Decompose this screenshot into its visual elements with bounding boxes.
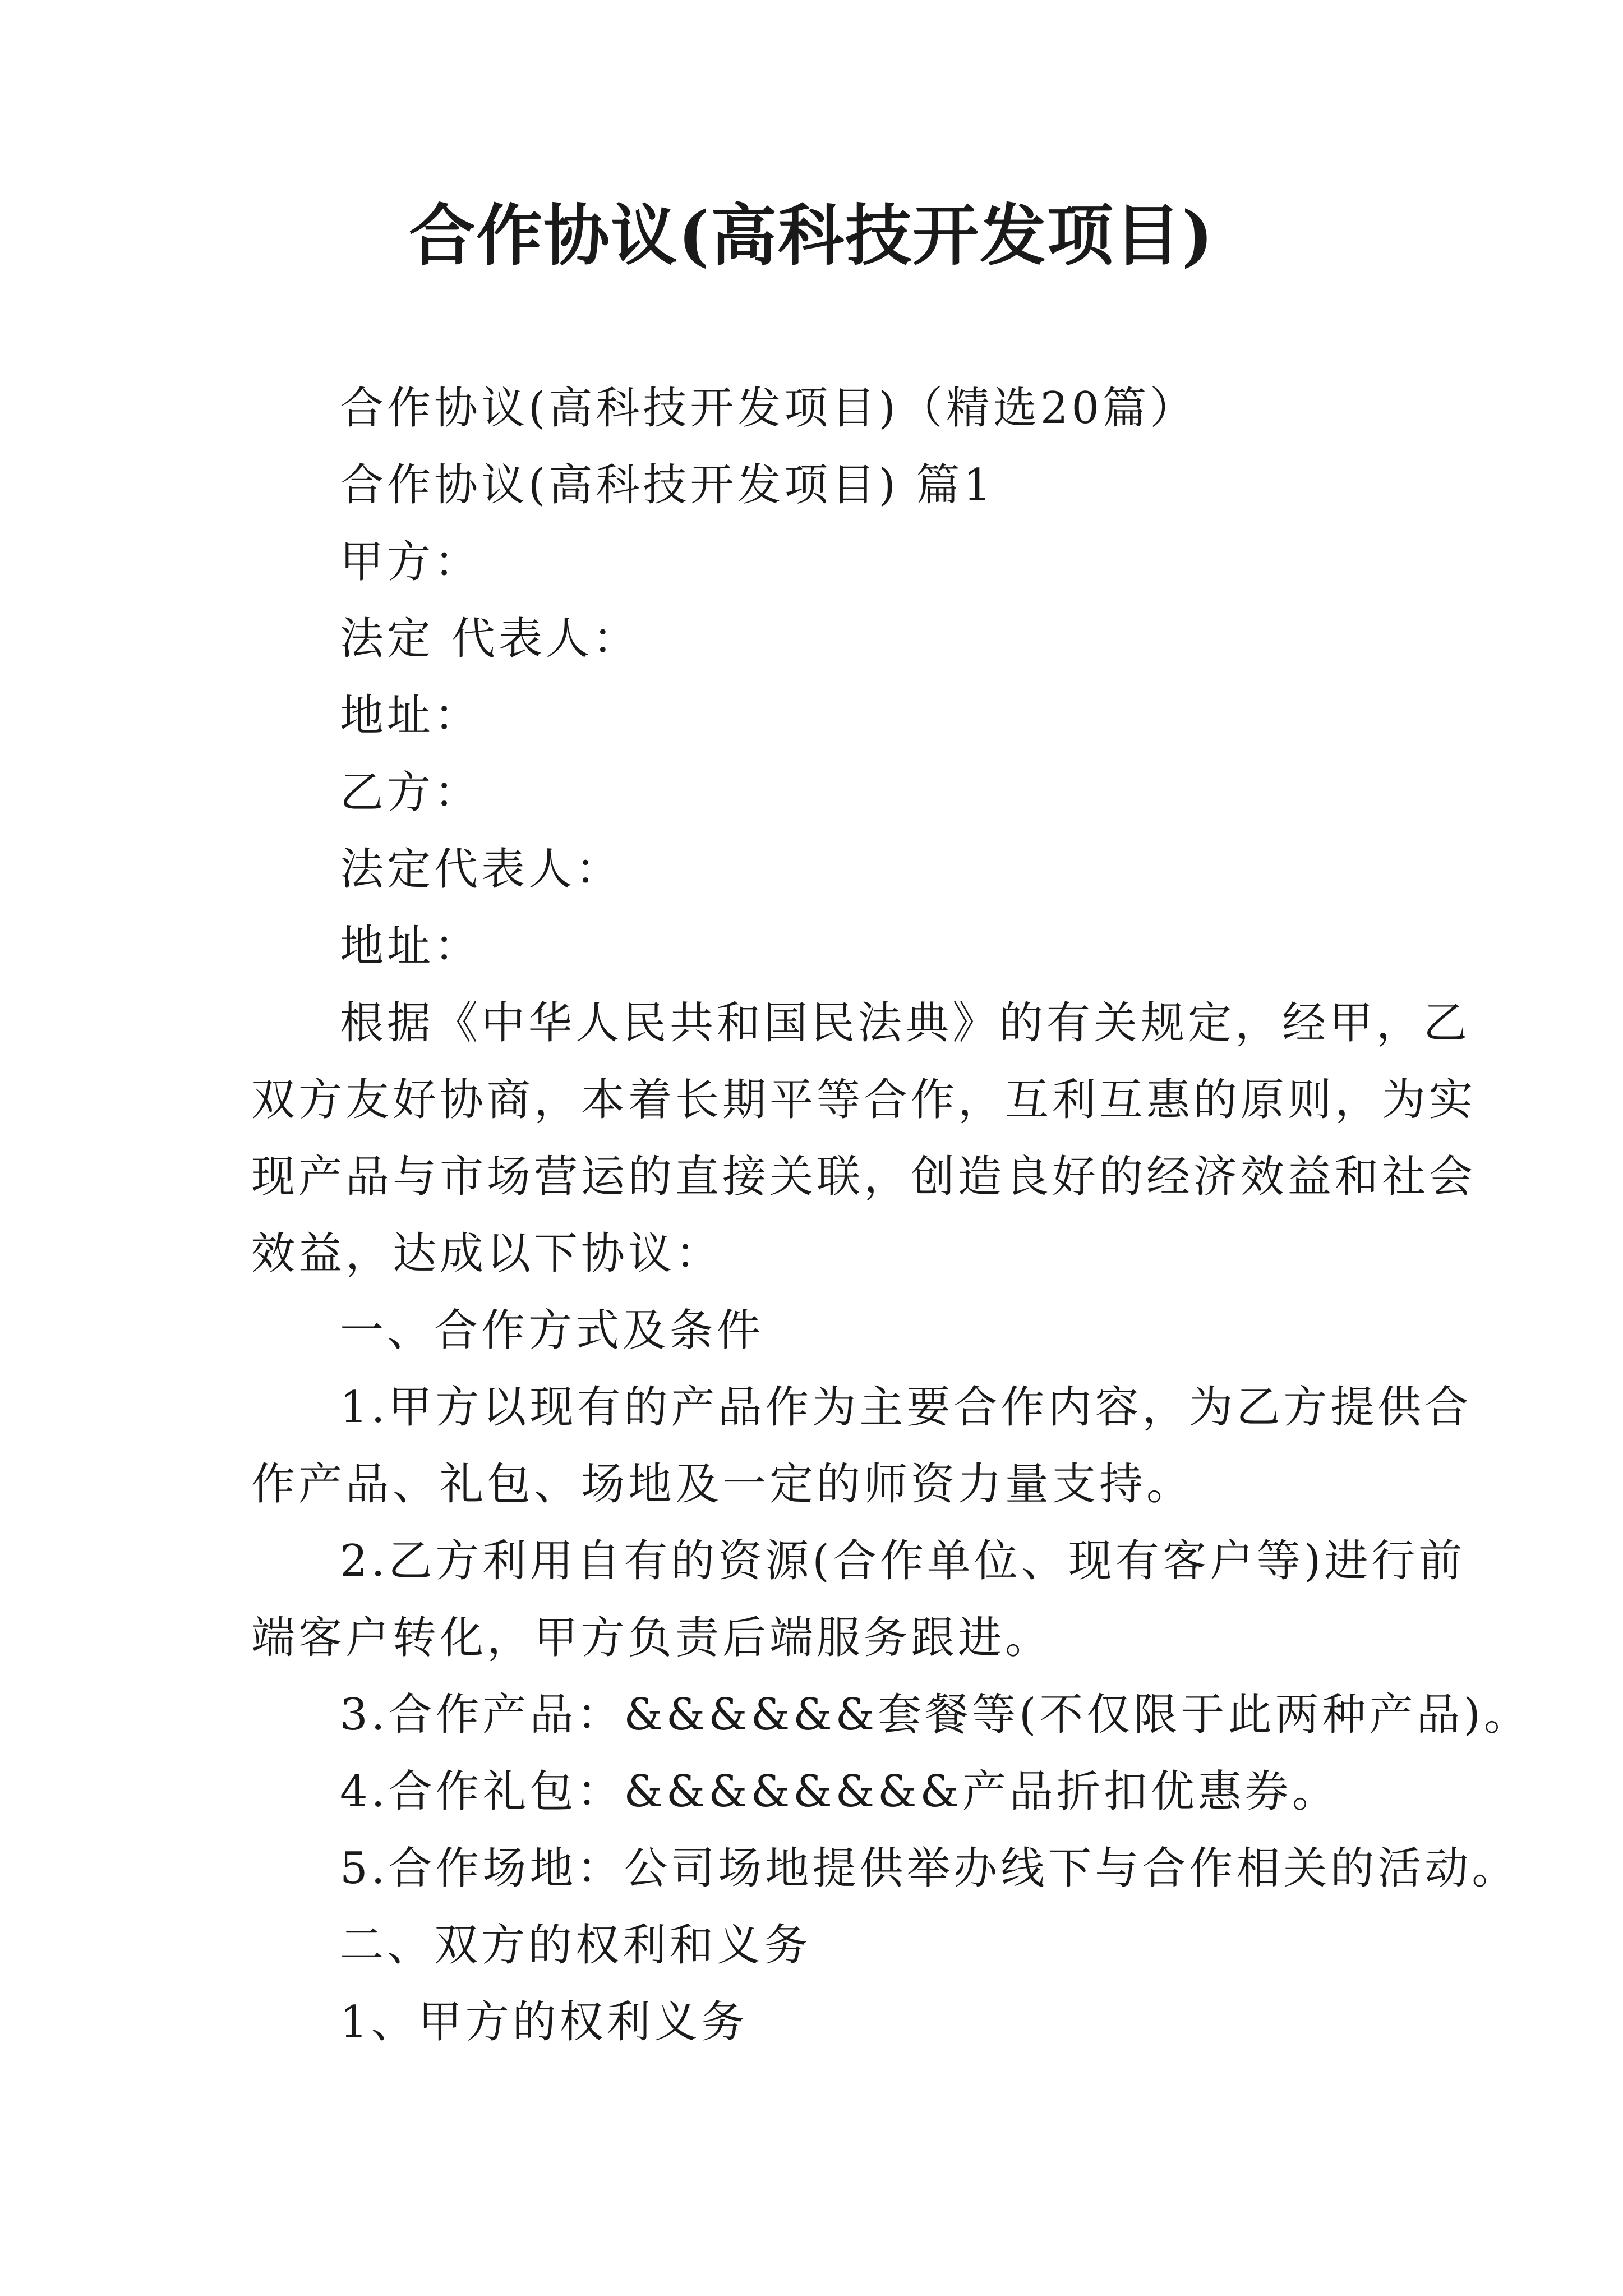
clause-line: 5.合作场地：公司场地提供举办线下与合作相关的活动。 [340, 1843, 1519, 1894]
subtitle-line: 合作协议(高科技开发项目)（精选20篇） [340, 383, 1197, 434]
clause-line: 4.合作礼包：&&&&&&&&产品折扣优惠券。 [340, 1766, 1339, 1817]
chapter-heading: 合作协议(高科技开发项目) 篇1 [340, 460, 995, 510]
clause-line: 作产品、礼包、场地及一定的师资力量支持。 [251, 1459, 1194, 1510]
document-title: 合作协议(高科技开发项目) [409, 196, 1214, 274]
clause-line: 2.乙方利用自有的资源(合作单位、现有客户等)进行前 [340, 1536, 1466, 1586]
party-a-address: 地址： [340, 691, 482, 741]
clause-line: 3.合作产品：&&&&&&套餐等(不仅限于此两种产品)。 [340, 1690, 1531, 1740]
document-body [251, 370, 1531, 2061]
clause-line: 1.甲方以现有的产品作为主要合作内容，为乙方提供合 [340, 1382, 1472, 1433]
subsection-heading: 1、甲方的权利义务 [340, 1997, 748, 2047]
section-heading: 一、合作方式及条件 [340, 1305, 764, 1356]
party-a-label: 甲方： [340, 537, 482, 587]
party-a-representative: 法定 代表人： [340, 614, 640, 664]
clause-line: 端客户转化，甲方负责后端服务跟进。 [251, 1613, 1053, 1663]
party-b-representative: 法定代表人： [340, 844, 623, 895]
preamble-line: 效益，达成以下协议： [251, 1228, 723, 1279]
preamble-line: 根据《中华人民共和国民法典》的有关规定，经甲，乙 [340, 998, 1471, 1048]
preamble-line: 双方友好协商，本着长期平等合作，互利互惠的原则，为实 [251, 1075, 1477, 1125]
preamble-line: 现产品与市场营运的直接关联，创造良好的经济效益和社会 [251, 1152, 1477, 1202]
section-heading: 二、双方的权利和义务 [340, 1920, 811, 1971]
party-b-label: 乙方： [340, 767, 482, 818]
party-b-address: 地址： [340, 921, 482, 972]
